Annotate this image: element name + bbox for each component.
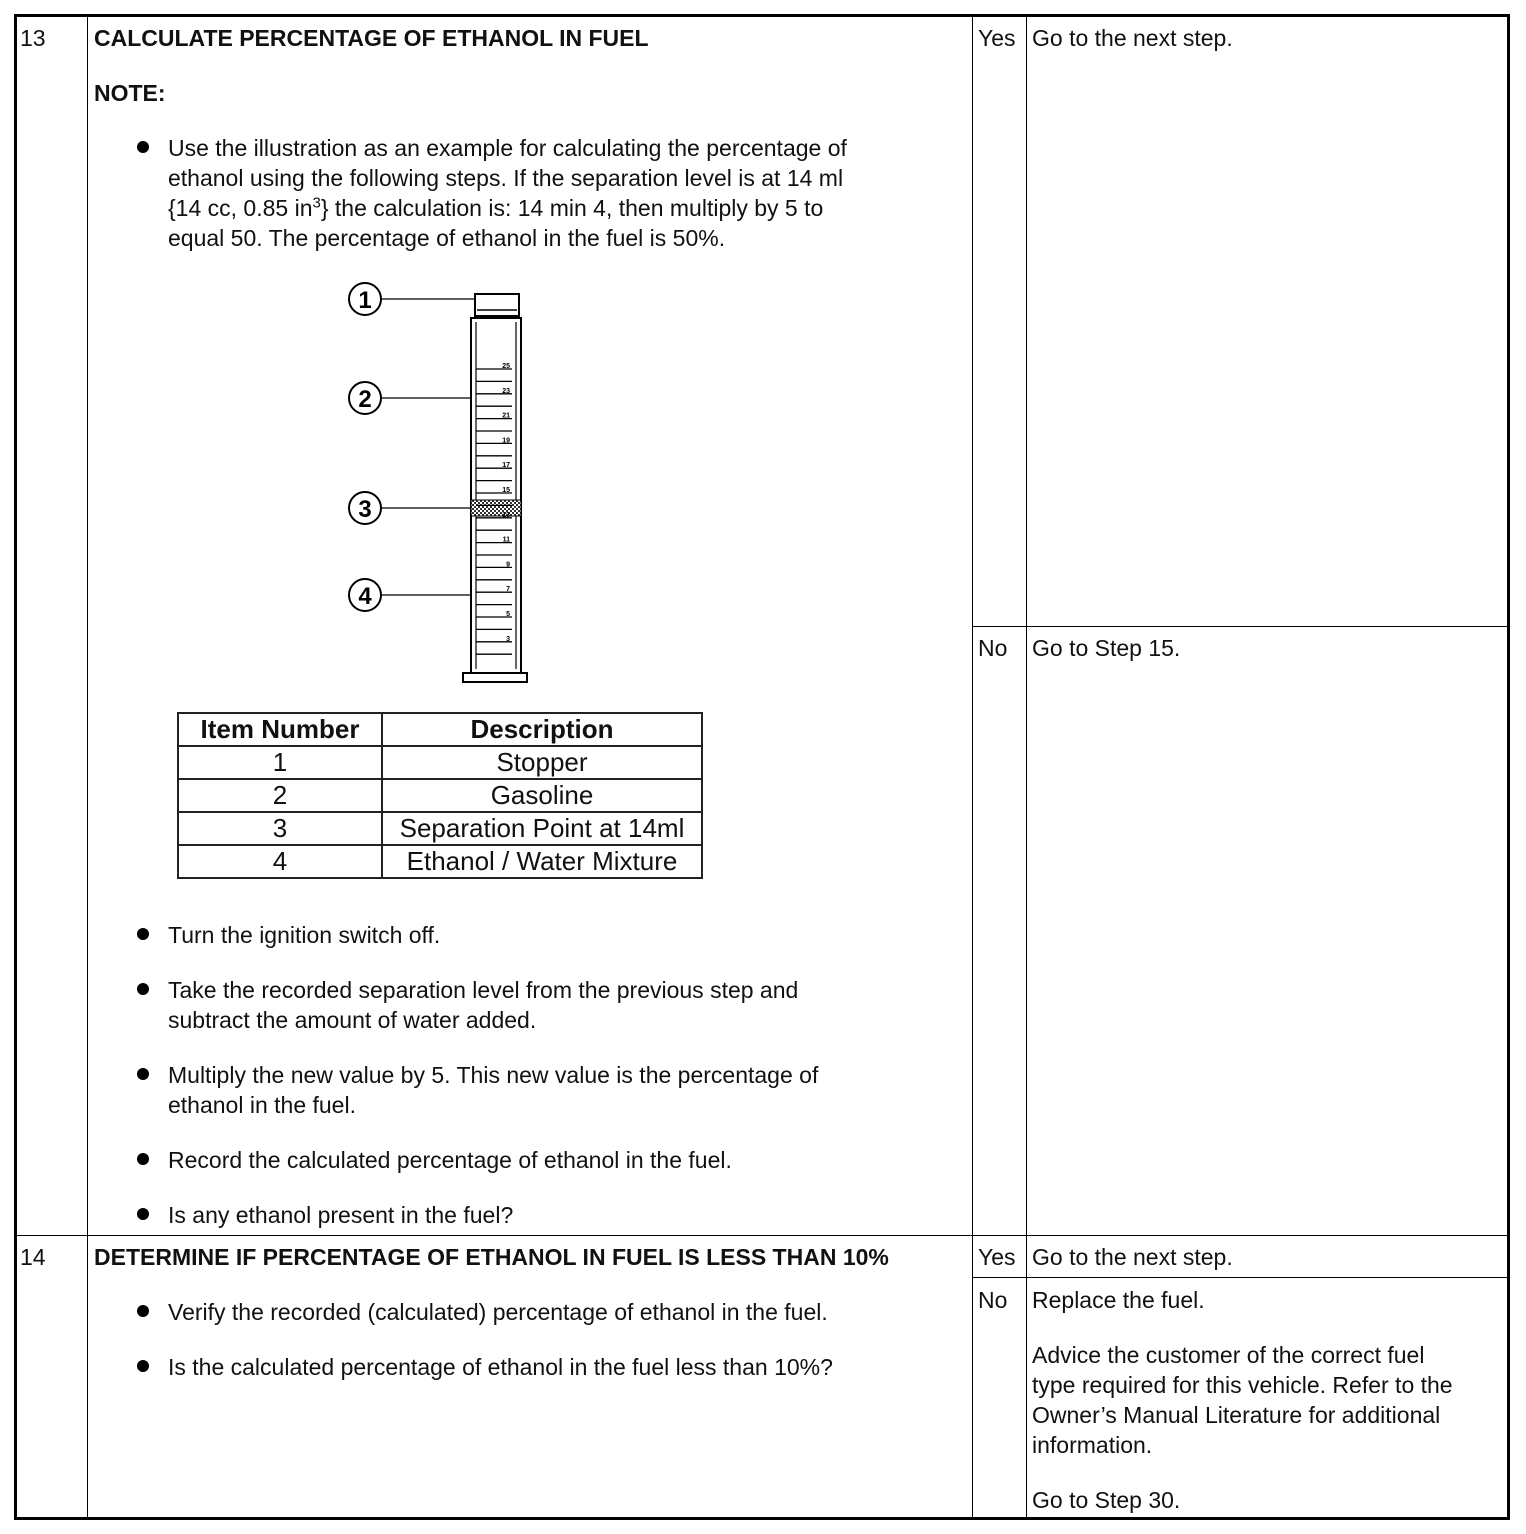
bullet-icon (137, 983, 149, 995)
graduated-cylinder-illustration (340, 280, 540, 690)
separation-band (471, 500, 521, 516)
legend-item-number: 1 (178, 746, 382, 779)
legend-header-item: Item Number (178, 713, 382, 746)
legend-table (177, 712, 703, 879)
legend-description: Separation Point at 14ml (382, 812, 702, 845)
callout-1-label: 1 (358, 287, 372, 314)
graduation-label: 21 (502, 412, 510, 420)
instruction-text: Turn the ignition switch off. (168, 922, 441, 948)
legend-item-number: 2 (178, 779, 382, 812)
step-number: 13 (20, 25, 46, 51)
graduation-label: 19 (502, 437, 510, 445)
no-action: Owner’s Manual Literature for additional (1032, 1402, 1441, 1428)
instruction-text: Verify the recorded (calculated) percentage of ethanol in the fuel. (168, 1299, 828, 1325)
bullet-icon (137, 1208, 149, 1220)
column-divider (87, 14, 88, 1520)
column-divider (972, 14, 973, 1520)
graduation-label: 7 (506, 586, 510, 594)
instruction-text: Take the recorded separation level from the previous step and (168, 977, 799, 1003)
callout-4-label: 4 (358, 583, 372, 610)
note-text: ethanol using the following steps. If the separation level is at 14 ml (168, 165, 844, 191)
yes-action: Go to the next step. (1032, 25, 1233, 51)
instruction-text: Is any ethanol present in the fuel? (168, 1202, 514, 1228)
note-label: NOTE: (94, 80, 166, 106)
graduation-label: 5 (506, 611, 510, 618)
legend-item-number: 3 (178, 812, 382, 845)
callout-2-label: 2 (358, 386, 372, 413)
stopper (475, 294, 519, 316)
note-text: equal 50. The percentage of ethanol in the fuel is 50%. (168, 225, 726, 251)
instruction-text: ethanol in the fuel. (168, 1092, 356, 1118)
graduation-label: 13 (502, 511, 510, 519)
cylinder-body (471, 318, 521, 673)
step-title: DETERMINE IF PERCENTAGE OF ETHANOL IN FUEL IS LESS THAN 10% (94, 1244, 889, 1270)
yes-action: Go to the next step. (1032, 1244, 1233, 1270)
note-text: {14 cc, 0.85 $in^3$} the calculation is: 14 min 4, then multiply by 5 to (168, 194, 824, 221)
no-action: Advice the customer of the correct fuel (1032, 1342, 1425, 1368)
legend-header-description: Description (382, 713, 702, 746)
no-action: Go to Step 30. (1032, 1487, 1181, 1513)
instruction-text: Record the calculated percentage of ethanol in the fuel. (168, 1147, 732, 1173)
callout-3-label: 3 (358, 496, 372, 523)
graduation-label: 11 (502, 536, 510, 544)
row-divider (14, 1235, 1510, 1236)
row-divider (972, 1277, 1510, 1278)
legend-item-number: 4 (178, 845, 382, 878)
graduation-label: 15 (502, 487, 510, 494)
yes-label: Yes (978, 1244, 1016, 1270)
step-title: CALCULATE PERCENTAGE OF ETHANOL IN FUEL (94, 25, 649, 51)
legend-description: Stopper (382, 746, 702, 779)
no-label: No (978, 635, 1008, 661)
note-text: Use the illustration as an example for calculating the percentage of (168, 135, 847, 161)
graduation-label: 23 (502, 387, 510, 395)
legend-description: Gasoline (382, 779, 702, 812)
bullet-icon (137, 928, 149, 940)
column-divider (1026, 14, 1027, 1520)
instruction-text: Is the calculated percentage of ethanol in the fuel less than 10%? (168, 1354, 833, 1380)
graduation-label: 9 (506, 561, 510, 569)
no-action: Replace the fuel. (1032, 1287, 1205, 1313)
no-label: No (978, 1287, 1008, 1313)
graduation-label: 3 (506, 635, 510, 643)
step-number: 14 (20, 1244, 46, 1270)
instruction-text: subtract the amount of water added. (168, 1007, 537, 1033)
graduation-label: 17 (502, 462, 510, 470)
row-divider (972, 626, 1510, 627)
bullet-icon (137, 141, 149, 153)
instruction-text: Multiply the new value by 5. This new value is the percentage of (168, 1062, 819, 1088)
graduation-label: 25 (502, 363, 510, 370)
bullet-icon (137, 1068, 149, 1080)
bullet-icon (137, 1360, 149, 1372)
no-action: information. (1032, 1432, 1153, 1458)
yes-label: Yes (978, 25, 1016, 51)
bullet-icon (137, 1305, 149, 1317)
no-action: Go to Step 15. (1032, 635, 1181, 661)
bullet-icon (137, 1153, 149, 1165)
no-action: type required for this vehicle. Refer to the (1032, 1372, 1453, 1398)
legend-description: Ethanol / Water Mixture (382, 845, 702, 878)
